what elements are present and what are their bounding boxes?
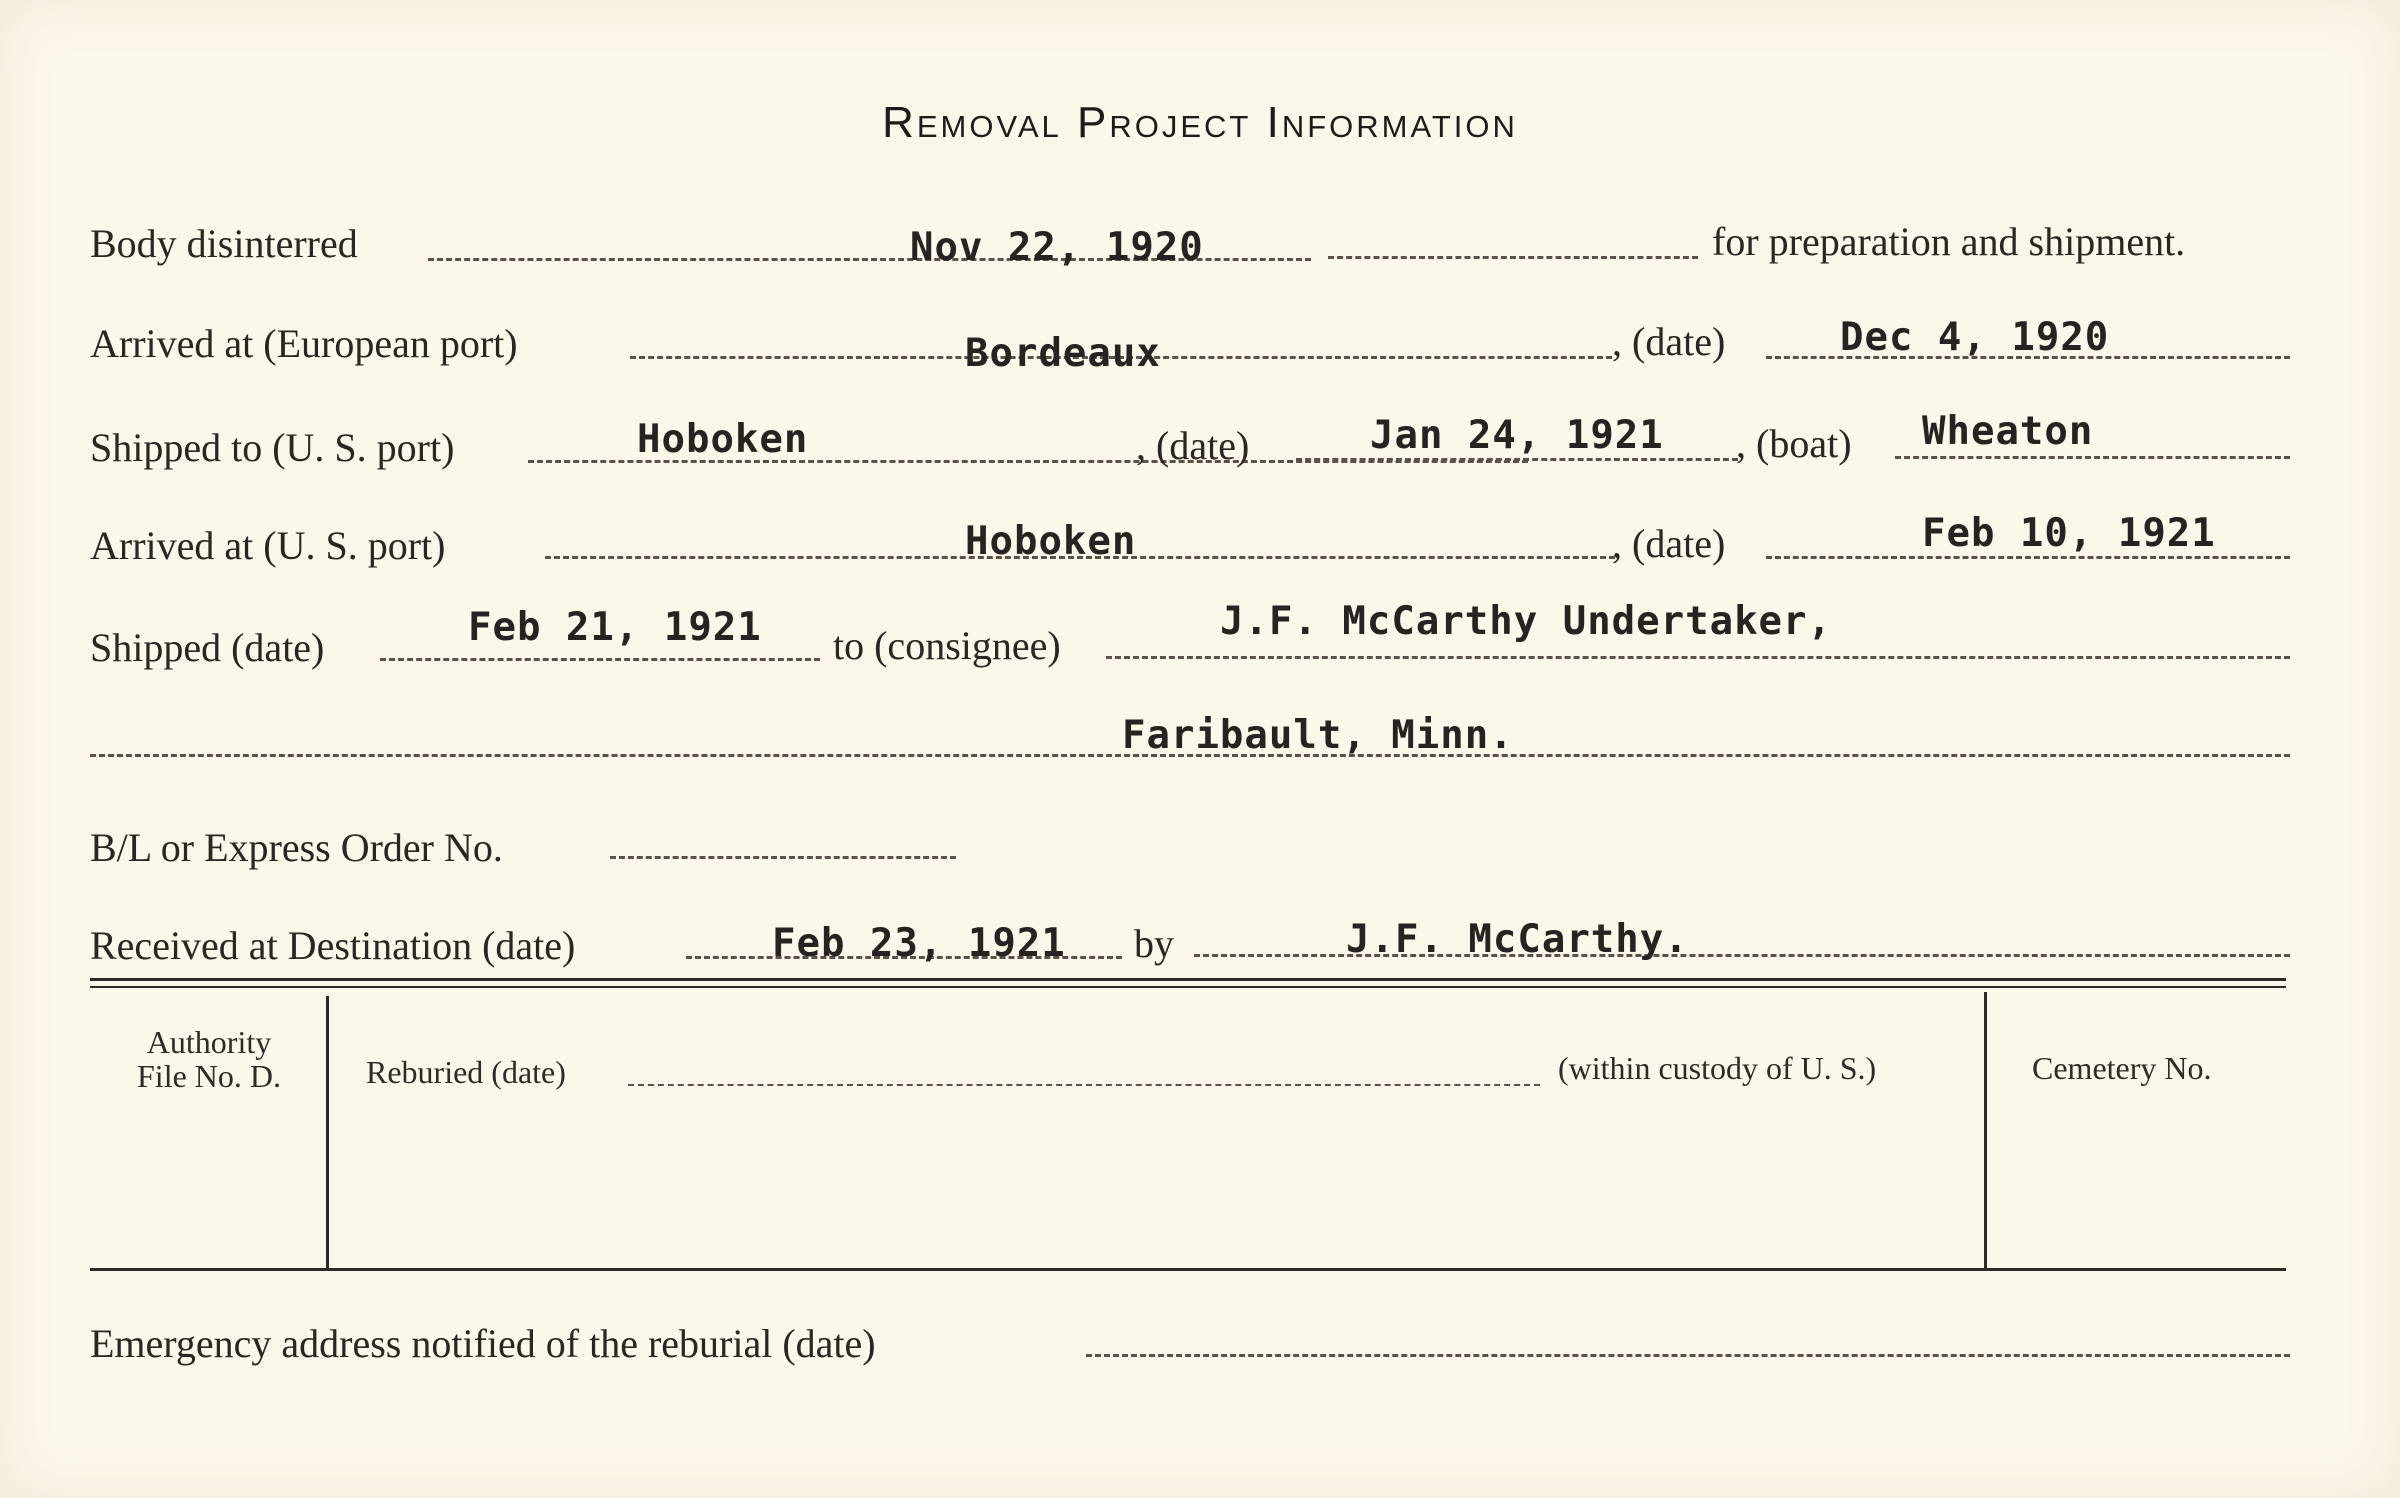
box-divider-left: [326, 996, 329, 1268]
shipped-us-date-line: [1296, 458, 1738, 461]
emergency-line: [1086, 1354, 2290, 1357]
box-top-rule: [90, 978, 2286, 981]
reburied-label: Reburied (date): [366, 1054, 566, 1090]
arrived-us-port: Hoboken: [965, 519, 1137, 564]
consignee-value: J.F. McCarthy Undertaker,: [1220, 599, 1832, 644]
shipped-us-boat-label: , (boat): [1736, 421, 1852, 466]
box-divider-right: [1984, 992, 1987, 1268]
custody-label: (within custody of U. S.): [1558, 1050, 1877, 1086]
file-no-label: File No. D.: [137, 1057, 281, 1094]
authority-label: Authority: [146, 1024, 272, 1060]
arrived-european-label: Arrived at (European port): [90, 321, 518, 366]
received-by-label: by: [1134, 921, 1174, 966]
arrived-european-date-label: , (date): [1612, 319, 1726, 364]
consignee-line: [1106, 656, 2290, 659]
arrived-european-date: Dec 4, 1920: [1840, 315, 2110, 360]
emergency-label: Emergency address notified of the reburial (date): [90, 1321, 876, 1366]
body-disinterred-suffix: for preparation and shipment.: [1712, 219, 2186, 264]
box-bottom-rule: [90, 1268, 2286, 1271]
shipped-us-boat: Wheaton: [1922, 409, 2094, 454]
arrived-us-date-label: , (date): [1612, 521, 1726, 566]
shipped-us-boat-line: [1895, 456, 2290, 459]
shipped-us-date: Jan 24, 1921: [1370, 413, 1664, 458]
consignee-address: Faribault, Minn.: [1122, 713, 1514, 758]
shipped-date-value: Feb 21, 1921: [468, 605, 762, 650]
card-title: Removal Project Information: [882, 98, 1518, 147]
consignee-label: to (consignee): [833, 623, 1061, 668]
body-disinterred-line-2: [1328, 256, 1698, 259]
bl-order-label: B/L or Express Order No.: [90, 825, 503, 870]
received-label: Received at Destination (date): [90, 923, 576, 968]
shipped-date-line: [380, 658, 820, 661]
arrived-us-date: Feb 10, 1921: [1922, 511, 2216, 556]
arrived-european-value: Bordeaux: [965, 331, 1161, 376]
authority-file-box: [92, 1026, 326, 1093]
shipped-us-port: Hoboken: [637, 417, 809, 462]
box-top-rule-2: [90, 986, 2286, 988]
arrived-us-label: Arrived at (U. S. port): [90, 523, 446, 568]
reburied-line: [628, 1084, 1540, 1086]
arrived-us-date-line: [1766, 556, 2290, 559]
cemetery-label: Cemetery No.: [2032, 1050, 2212, 1086]
shipped-us-label: Shipped to (U. S. port): [90, 425, 455, 470]
received-by: J.F. McCarthy.: [1346, 917, 1689, 962]
body-disinterred-value: Nov 22, 1920: [910, 225, 1204, 270]
shipped-date-label: Shipped (date): [90, 625, 325, 670]
received-date: Feb 23, 1921: [772, 921, 1066, 966]
bl-order-line: [610, 856, 956, 859]
shipped-us-date-label: , (date): [1136, 423, 1250, 468]
body-disinterred-label: Body disinterred: [90, 221, 358, 266]
